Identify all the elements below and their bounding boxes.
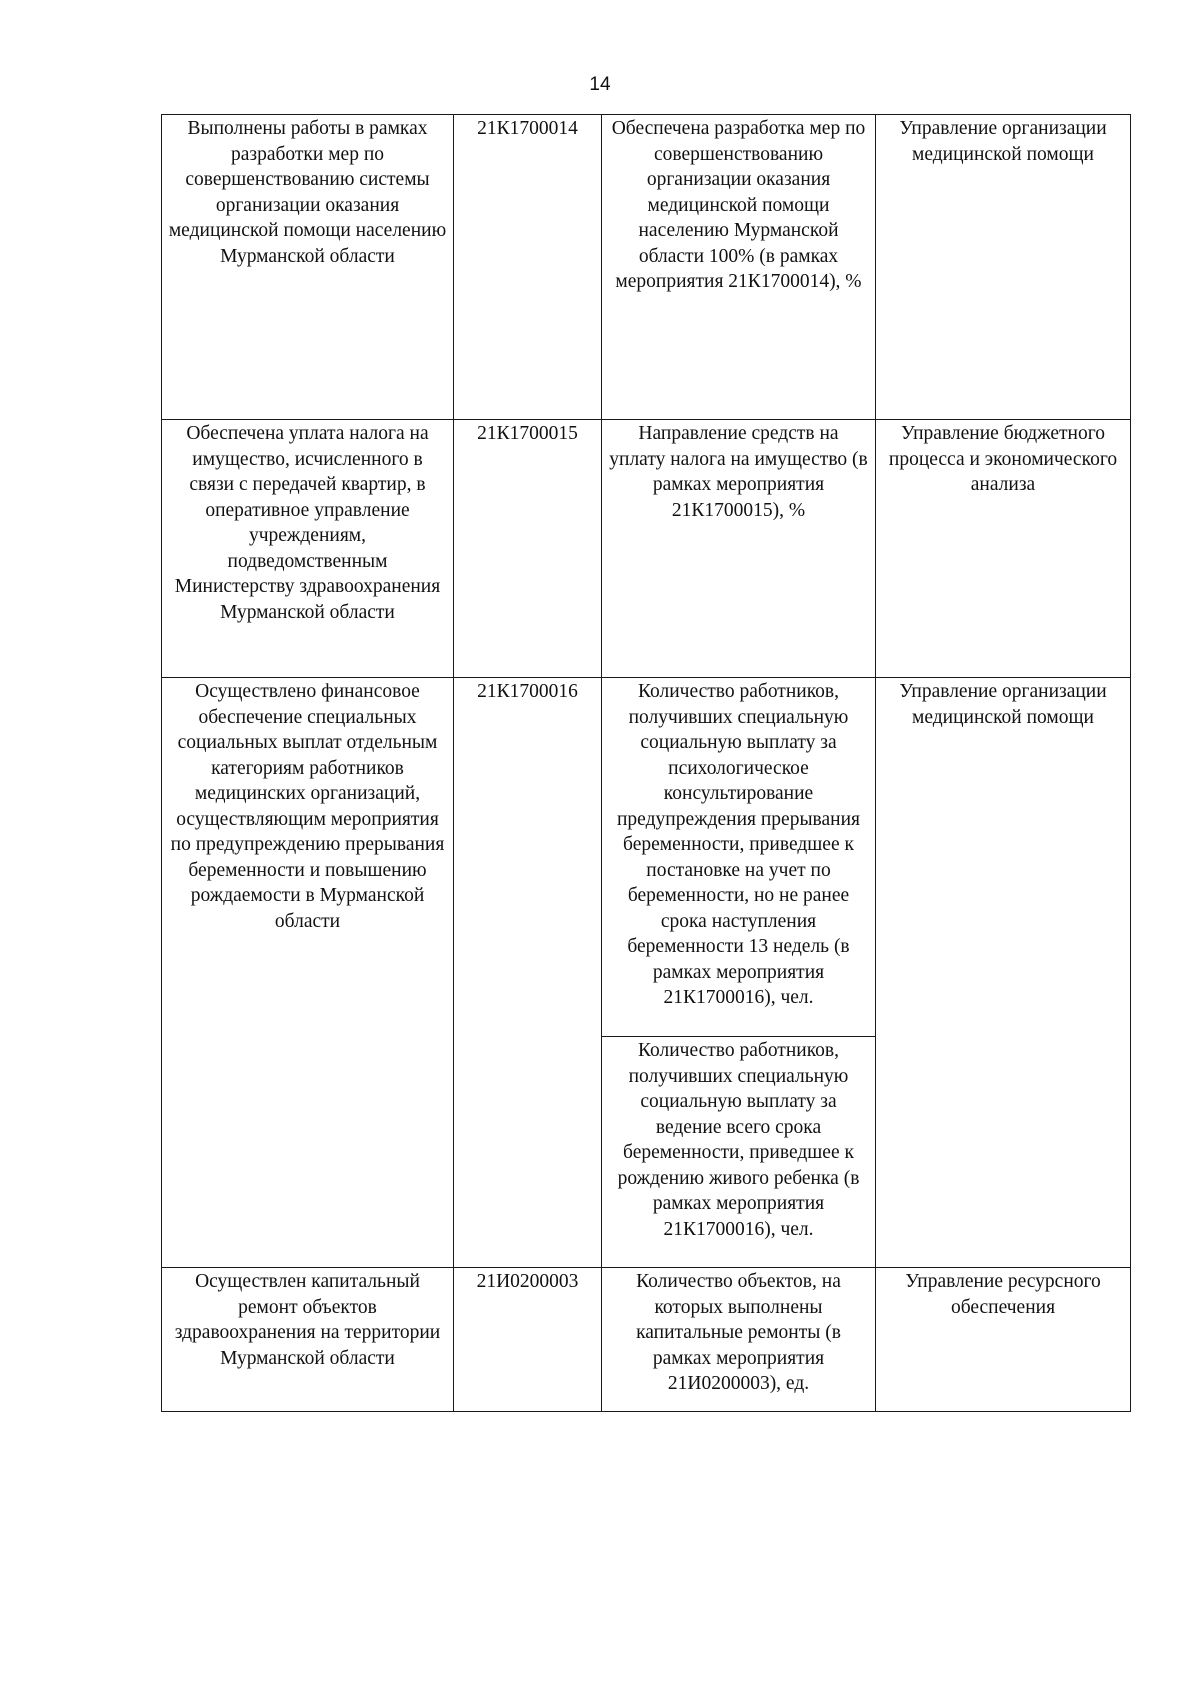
code-cell: 21К1700016 (454, 678, 602, 1268)
code-cell: 21К1700015 (454, 420, 602, 678)
indicator-cell: Количество работников, получивших специальную социальную выплату за ведение всего срока беременности, приведшее к рождению живого ребенка (в рамках мероприятия 21К1700016), чел. (602, 1037, 876, 1268)
indicator-cell: Направление средств на уплату налога на имущество (в рамках мероприятия 21К1700015), % (602, 420, 876, 678)
table-row (162, 115, 1131, 420)
table-row (162, 1268, 1131, 1412)
code-cell: 21И0200003 (454, 1268, 602, 1412)
result-cell: Обеспечена уплата налога на имущество, исчисленного в связи с передачей квартир, в оперативное управление учреждениям, подведомственным Министерству здравоохранения Мурманской области (162, 420, 454, 678)
indicator-cell: Количество работников, получивших специальную социальную выплату за психологическое консультирование предупреждения прерывания беременности, приведшее к постановке на учет по беременности, но не ранее срока наступления беременности 13 недель (в рамках мероприятия 21К1700016), чел. (602, 678, 876, 1037)
responsible-cell: Управление организации медицинской помощи (876, 115, 1131, 420)
responsible-cell: Управление организации медицинской помощи (876, 678, 1131, 1268)
result-cell: Выполнены работы в рамках разработки мер по совершенствованию системы организации оказания медицинской помощи населению Мурманской области (162, 115, 454, 420)
page-number: 14 (589, 74, 611, 95)
result-cell: Осуществлено финансовое обеспечение специальных социальных выплат отдельным категориям работников медицинских организаций, осуществляющим мероприятия по предупреждению прерывания беременности и повышению рождаемости в Мурманской области (162, 678, 454, 1268)
result-cell: Осуществлен капитальный ремонт объектов здравоохранения на территории Мурманской области (162, 1268, 454, 1412)
code-cell: 21К1700014 (454, 115, 602, 420)
table-row (162, 420, 1131, 678)
measures-table (161, 114, 1131, 1412)
indicator-cell: Обеспечена разработка мер по совершенствованию организации оказания медицинской помощи населению Мурманской области 100% (в рамках мероприятия 21К1700014), % (602, 115, 876, 420)
responsible-cell: Управление ресурсного обеспечения (876, 1268, 1131, 1412)
table-row (162, 678, 1131, 1037)
responsible-cell: Управление бюджетного процесса и экономического анализа (876, 420, 1131, 678)
indicator-cell: Количество объектов, на которых выполнены капитальные ремонты (в рамках мероприятия 21И0200003), ед. (602, 1268, 876, 1412)
